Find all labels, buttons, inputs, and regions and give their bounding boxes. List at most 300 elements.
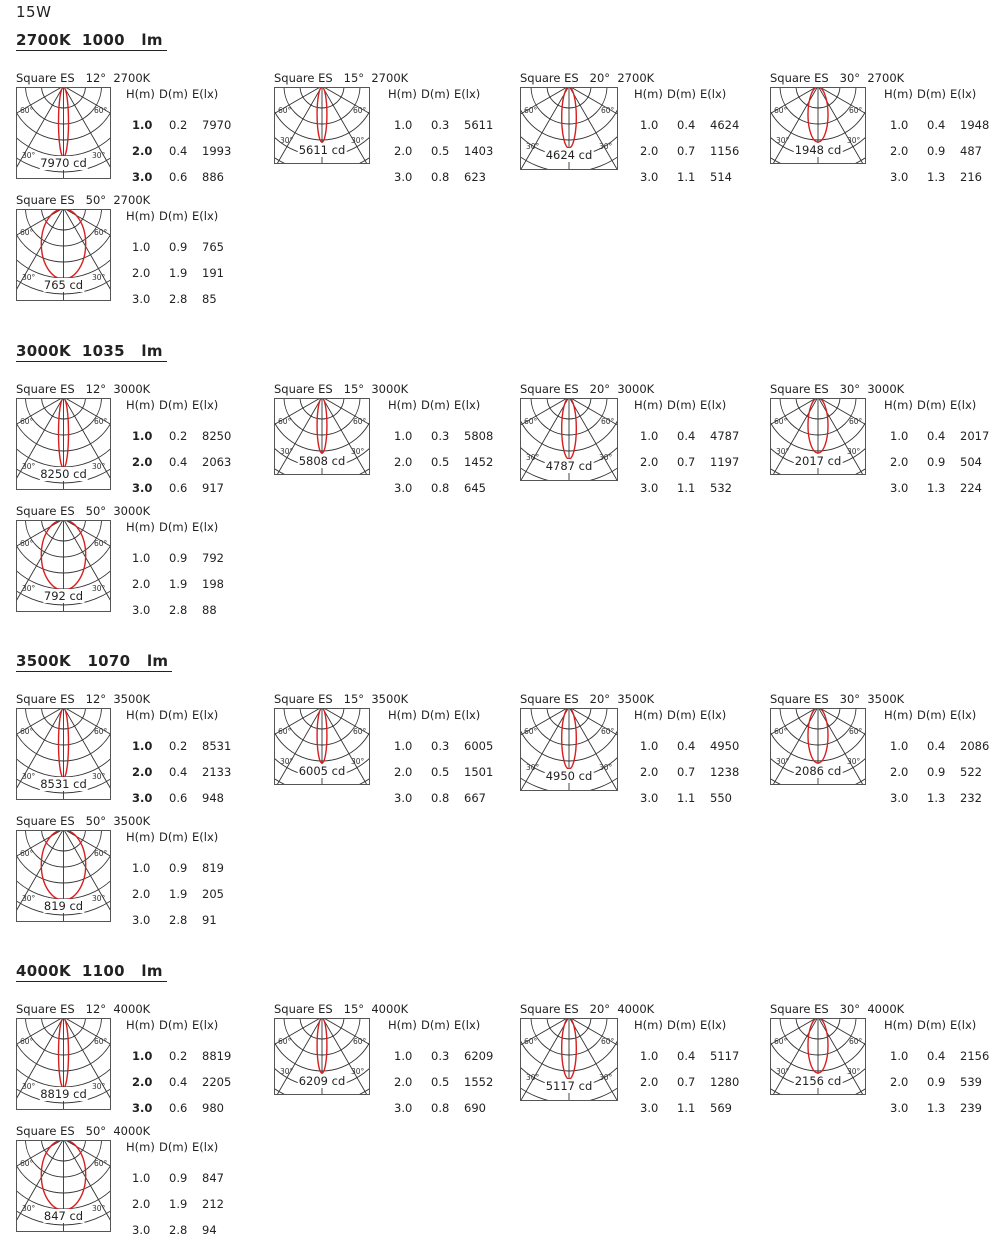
- peak-intensity-label: 8531 cd: [40, 777, 87, 791]
- illuminance-value: 5117: [710, 1049, 740, 1063]
- angle-label-30-right: 30°: [92, 1204, 106, 1213]
- illuminance-value: 216: [960, 170, 982, 184]
- illuminance-value: 1552: [464, 1075, 494, 1089]
- illuminance-value: 487: [960, 144, 982, 158]
- polar-diagram: [274, 398, 370, 475]
- illuminance-value: 980: [202, 1101, 224, 1115]
- diameter-value: 1.3: [927, 1101, 946, 1115]
- illuminance-value: 819: [202, 861, 224, 875]
- angle-label-60-left: 60°: [278, 106, 292, 115]
- illuminance-value: 88: [202, 603, 217, 617]
- height-value: 3.0: [132, 481, 153, 495]
- height-header: H(m): [634, 1018, 663, 1032]
- angle-label-30-left: 30°: [526, 763, 540, 772]
- illuminance-value: 85: [202, 292, 217, 306]
- polar-diagram: [770, 87, 866, 164]
- illuminance-value: 212: [202, 1197, 224, 1211]
- height-header: H(m): [388, 708, 417, 722]
- illuminance-value: 2133: [202, 765, 232, 779]
- polar-diagram: [16, 520, 111, 612]
- beam-label: Square ES 20° 3500K: [520, 692, 655, 706]
- illuminance-value: 539: [960, 1075, 982, 1089]
- angle-label-60-right: 60°: [353, 106, 367, 115]
- height-header: H(m): [126, 87, 155, 101]
- beam-label: Square ES 20° 4000K: [520, 1002, 655, 1016]
- diameter-value: 1.3: [927, 791, 946, 805]
- diameter-header: D(m): [159, 1018, 189, 1032]
- beam-label: Square ES 12° 3000K: [16, 382, 151, 396]
- diameter-header: D(m): [421, 87, 451, 101]
- polar-diagram: [274, 1018, 370, 1095]
- diameter-value: 0.8: [431, 481, 450, 495]
- diameter-header: D(m): [667, 398, 697, 412]
- height-header: H(m): [884, 398, 913, 412]
- height-header: H(m): [126, 708, 155, 722]
- diameter-value: 0.4: [927, 118, 946, 132]
- angle-label-30-right: 30°: [351, 447, 365, 456]
- illuminance-header: E(lx): [192, 87, 219, 101]
- height-value: 3.0: [132, 603, 151, 617]
- diameter-value: 0.7: [677, 144, 696, 158]
- beam-block-50: [16, 814, 246, 934]
- peak-intensity-label: 5117 cd: [545, 1079, 593, 1093]
- diameter-header: D(m): [421, 398, 451, 412]
- diameter-value: 0.9: [927, 144, 946, 158]
- angle-label-30-left: 30°: [776, 447, 790, 456]
- height-value: 3.0: [890, 1101, 909, 1115]
- height-value: 2.0: [394, 144, 413, 158]
- illuminance-header: E(lx): [454, 398, 481, 412]
- beam-label: Square ES 12° 4000K: [16, 1002, 151, 1016]
- illuminance-value: 917: [202, 481, 224, 495]
- angle-label-60-right: 60°: [353, 417, 367, 426]
- peak-intensity-label: 6005 cd: [298, 764, 346, 778]
- peak-intensity-label: 5808 cd: [298, 454, 346, 468]
- diameter-value: 1.1: [677, 170, 696, 184]
- illuminance-header: E(lx): [192, 708, 219, 722]
- illuminance-header: E(lx): [700, 1018, 727, 1032]
- diameter-value: 0.2: [169, 1049, 188, 1063]
- diameter-value: 0.6: [169, 170, 188, 184]
- diameter-header: D(m): [667, 708, 697, 722]
- angle-label-60-right: 60°: [94, 849, 108, 858]
- height-value: 2.0: [132, 266, 151, 280]
- illuminance-value: 1403: [464, 144, 494, 158]
- illuminance-value: 1280: [710, 1075, 740, 1089]
- diameter-value: 2.8: [169, 913, 188, 927]
- height-value: 1.0: [132, 429, 153, 443]
- angle-label-30-left: 30°: [280, 447, 294, 456]
- height-value: 1.0: [394, 1049, 413, 1063]
- polar-diagram: [16, 209, 111, 301]
- illuminance-value: 623: [464, 170, 486, 184]
- illuminance-header: E(lx): [454, 708, 481, 722]
- illuminance-value: 667: [464, 791, 486, 805]
- illuminance-value: 8819: [202, 1049, 232, 1063]
- beam-block-20: [520, 71, 750, 191]
- height-value: 2.0: [394, 765, 413, 779]
- polar-diagram: [520, 87, 618, 170]
- angle-label-60-left: 60°: [20, 417, 34, 426]
- height-value: 1.0: [132, 861, 151, 875]
- illuminance-value: 198: [202, 577, 224, 591]
- illuminance-value: 1948: [960, 118, 990, 132]
- angle-label-60-right: 60°: [94, 1159, 108, 1168]
- diameter-value: 2.8: [169, 603, 188, 617]
- diameter-header: D(m): [667, 87, 697, 101]
- beam-block-30: [770, 1002, 1000, 1122]
- angle-label-60-right: 60°: [849, 1037, 863, 1046]
- angle-label-30-right: 30°: [599, 142, 613, 151]
- height-value: 1.0: [132, 240, 151, 254]
- diameter-header: D(m): [917, 708, 947, 722]
- height-value: 1.0: [640, 118, 659, 132]
- height-value: 2.0: [640, 455, 659, 469]
- beam-block-12: [16, 382, 246, 502]
- height-value: 2.0: [132, 887, 151, 901]
- angle-label-30-right: 30°: [92, 462, 106, 471]
- beam-block-12: [16, 1002, 246, 1122]
- angle-label-60-right: 60°: [601, 1037, 615, 1046]
- illuminance-value: 1238: [710, 765, 740, 779]
- diameter-value: 0.8: [431, 170, 450, 184]
- diameter-value: 0.6: [169, 481, 188, 495]
- angle-label-60-left: 60°: [20, 539, 34, 548]
- height-value: 2.0: [132, 144, 153, 158]
- angle-label-30-right: 30°: [847, 136, 861, 145]
- height-value: 2.0: [132, 1075, 153, 1089]
- angle-label-60-right: 60°: [849, 727, 863, 736]
- beam-block-30: [770, 71, 1000, 191]
- illuminance-value: 550: [710, 791, 732, 805]
- diameter-value: 0.4: [927, 429, 946, 443]
- angle-label-30-left: 30°: [22, 1082, 36, 1091]
- polar-diagram: [16, 708, 111, 800]
- angle-label-60-right: 60°: [94, 228, 108, 237]
- height-value: 3.0: [890, 481, 909, 495]
- diameter-value: 0.9: [927, 1075, 946, 1089]
- diameter-value: 0.3: [431, 1049, 450, 1063]
- height-value: 1.0: [640, 739, 659, 753]
- angle-label-30-right: 30°: [351, 757, 365, 766]
- section-title: 3000K 1035 lm: [16, 342, 167, 362]
- diameter-value: 0.9: [169, 551, 188, 565]
- diameter-value: 0.4: [169, 1075, 188, 1089]
- angle-label-60-right: 60°: [601, 727, 615, 736]
- beam-block-20: [520, 692, 750, 812]
- diameter-value: 0.4: [169, 144, 188, 158]
- beam-block-15: [274, 1002, 504, 1122]
- angle-label-30-left: 30°: [526, 142, 540, 151]
- illuminance-value: 1156: [710, 144, 740, 158]
- diameter-value: 1.9: [169, 266, 188, 280]
- height-value: 2.0: [640, 765, 659, 779]
- illuminance-header: E(lx): [950, 708, 977, 722]
- height-value: 2.0: [132, 765, 153, 779]
- illuminance-value: 532: [710, 481, 732, 495]
- polar-diagram: [520, 708, 618, 791]
- illuminance-header: E(lx): [950, 1018, 977, 1032]
- peak-intensity-label: 7970 cd: [40, 156, 87, 170]
- diameter-header: D(m): [421, 1018, 451, 1032]
- diameter-value: 0.9: [169, 240, 188, 254]
- polar-diagram: [520, 398, 618, 481]
- angle-label-30-left: 30°: [280, 136, 294, 145]
- height-value: 2.0: [132, 1197, 151, 1211]
- diameter-header: D(m): [159, 1140, 189, 1154]
- height-value: 2.0: [890, 455, 909, 469]
- diameter-header: D(m): [917, 398, 947, 412]
- beam-label: Square ES 50° 4000K: [16, 1124, 151, 1138]
- height-value: 1.0: [890, 429, 909, 443]
- illuminance-value: 792: [202, 551, 224, 565]
- angle-label-30-right: 30°: [599, 1073, 613, 1082]
- height-value: 2.0: [640, 144, 659, 158]
- angle-label-30-left: 30°: [776, 757, 790, 766]
- height-header: H(m): [126, 520, 155, 534]
- height-value: 3.0: [394, 1101, 413, 1115]
- height-header: H(m): [884, 87, 913, 101]
- illuminance-value: 847: [202, 1171, 224, 1185]
- angle-label-30-right: 30°: [351, 1067, 365, 1076]
- illuminance-value: 232: [960, 791, 982, 805]
- diameter-value: 0.2: [169, 739, 188, 753]
- angle-label-60-right: 60°: [353, 727, 367, 736]
- height-header: H(m): [884, 1018, 913, 1032]
- height-value: 1.0: [394, 429, 413, 443]
- illuminance-value: 690: [464, 1101, 486, 1115]
- peak-intensity-label: 2017 cd: [794, 454, 842, 468]
- beam-block-20: [520, 382, 750, 502]
- diameter-value: 0.2: [169, 118, 188, 132]
- diameter-value: 2.8: [169, 292, 188, 306]
- height-value: 1.0: [132, 118, 153, 132]
- angle-label-60-left: 60°: [20, 228, 34, 237]
- height-value: 2.0: [132, 577, 151, 591]
- diameter-value: 1.9: [169, 887, 188, 901]
- diameter-value: 0.8: [431, 1101, 450, 1115]
- illuminance-header: E(lx): [700, 87, 727, 101]
- peak-intensity-label: 8819 cd: [40, 1087, 87, 1101]
- beam-label: Square ES 30° 3000K: [770, 382, 905, 396]
- angle-label-30-left: 30°: [22, 1204, 36, 1213]
- diameter-header: D(m): [159, 708, 189, 722]
- illuminance-value: 504: [960, 455, 982, 469]
- beam-label: Square ES 15° 2700K: [274, 71, 409, 85]
- illuminance-value: 4624: [710, 118, 740, 132]
- illuminance-value: 1501: [464, 765, 494, 779]
- diameter-value: 0.7: [677, 765, 696, 779]
- height-value: 3.0: [640, 170, 659, 184]
- height-value: 3.0: [394, 481, 413, 495]
- height-value: 1.0: [132, 1171, 151, 1185]
- illuminance-value: 645: [464, 481, 486, 495]
- height-value: 3.0: [640, 791, 659, 805]
- diameter-value: 0.5: [431, 455, 450, 469]
- polar-diagram: [520, 1018, 618, 1101]
- height-value: 3.0: [132, 791, 153, 805]
- angle-label-60-right: 60°: [849, 417, 863, 426]
- beam-label: Square ES 50° 2700K: [16, 193, 151, 207]
- angle-label-60-left: 60°: [278, 1037, 292, 1046]
- polar-diagram: [770, 1018, 866, 1095]
- angle-label-30-left: 30°: [280, 757, 294, 766]
- angle-label-60-right: 60°: [601, 417, 615, 426]
- angle-label-60-left: 60°: [524, 417, 538, 426]
- height-value: 3.0: [132, 170, 153, 184]
- illuminance-value: 5808: [464, 429, 494, 443]
- page-title: 15W: [16, 3, 52, 21]
- height-value: 3.0: [132, 1223, 151, 1237]
- height-value: 1.0: [640, 429, 659, 443]
- angle-label-30-left: 30°: [526, 1073, 540, 1082]
- diameter-value: 2.8: [169, 1223, 188, 1237]
- height-header: H(m): [634, 398, 663, 412]
- angle-label-60-right: 60°: [849, 106, 863, 115]
- polar-diagram: [16, 1140, 111, 1232]
- diameter-value: 0.3: [431, 429, 450, 443]
- height-value: 3.0: [132, 1101, 153, 1115]
- beam-block-12: [16, 71, 246, 191]
- beam-label: Square ES 15° 4000K: [274, 1002, 409, 1016]
- diameter-value: 0.5: [431, 1075, 450, 1089]
- diameter-value: 0.3: [431, 739, 450, 753]
- angle-label-60-left: 60°: [20, 106, 34, 115]
- illuminance-header: E(lx): [950, 398, 977, 412]
- angle-label-60-left: 60°: [524, 727, 538, 736]
- height-value: 2.0: [890, 144, 909, 158]
- diameter-value: 0.6: [169, 1101, 188, 1115]
- angle-label-60-left: 60°: [20, 1159, 34, 1168]
- illuminance-value: 4950: [710, 739, 740, 753]
- diameter-value: 0.9: [169, 1171, 188, 1185]
- diameter-value: 0.5: [431, 144, 450, 158]
- illuminance-header: E(lx): [192, 1018, 219, 1032]
- angle-label-30-right: 30°: [92, 1082, 106, 1091]
- angle-label-30-left: 30°: [22, 584, 36, 593]
- beam-block-12: [16, 692, 246, 812]
- height-value: 1.0: [394, 739, 413, 753]
- peak-intensity-label: 4624 cd: [545, 148, 593, 162]
- height-value: 3.0: [394, 170, 413, 184]
- diameter-header: D(m): [667, 1018, 697, 1032]
- angle-label-30-left: 30°: [776, 1067, 790, 1076]
- height-value: 2.0: [890, 1075, 909, 1089]
- polar-diagram: [16, 830, 111, 922]
- angle-label-60-right: 60°: [94, 727, 108, 736]
- illuminance-value: 1993: [202, 144, 232, 158]
- beam-label: Square ES 30° 4000K: [770, 1002, 905, 1016]
- peak-intensity-label: 5611 cd: [298, 143, 346, 157]
- illuminance-value: 948: [202, 791, 224, 805]
- illuminance-value: 8250: [202, 429, 232, 443]
- illuminance-value: 2017: [960, 429, 990, 443]
- height-value: 1.0: [890, 1049, 909, 1063]
- illuminance-value: 91: [202, 913, 217, 927]
- diameter-value: 0.8: [431, 791, 450, 805]
- diameter-value: 0.7: [677, 1075, 696, 1089]
- beam-block-30: [770, 382, 1000, 502]
- illuminance-header: E(lx): [454, 1018, 481, 1032]
- diameter-value: 1.9: [169, 577, 188, 591]
- illuminance-header: E(lx): [454, 87, 481, 101]
- beam-block-30: [770, 692, 1000, 812]
- illuminance-header: E(lx): [192, 520, 219, 534]
- illuminance-value: 1197: [710, 455, 740, 469]
- beam-block-15: [274, 692, 504, 812]
- diameter-value: 0.4: [927, 739, 946, 753]
- diameter-value: 0.5: [431, 765, 450, 779]
- angle-label-60-left: 60°: [20, 1037, 34, 1046]
- beam-label: Square ES 15° 3000K: [274, 382, 409, 396]
- height-value: 1.0: [394, 118, 413, 132]
- illuminance-value: 224: [960, 481, 982, 495]
- angle-label-60-right: 60°: [94, 1037, 108, 1046]
- angle-label-60-right: 60°: [601, 106, 615, 115]
- height-value: 3.0: [640, 1101, 659, 1115]
- diameter-header: D(m): [159, 398, 189, 412]
- peak-intensity-label: 792 cd: [43, 589, 84, 603]
- illuminance-value: 4787: [710, 429, 740, 443]
- diameter-value: 1.9: [169, 1197, 188, 1211]
- angle-label-60-right: 60°: [94, 539, 108, 548]
- height-header: H(m): [126, 830, 155, 844]
- illuminance-value: 2205: [202, 1075, 232, 1089]
- height-value: 1.0: [132, 551, 151, 565]
- illuminance-header: E(lx): [192, 398, 219, 412]
- illuminance-value: 5611: [464, 118, 494, 132]
- angle-label-30-left: 30°: [22, 273, 36, 282]
- height-value: 2.0: [394, 455, 413, 469]
- beam-label: Square ES 30° 2700K: [770, 71, 905, 85]
- angle-label-30-left: 30°: [22, 894, 36, 903]
- polar-diagram: [274, 708, 370, 785]
- illuminance-value: 514: [710, 170, 732, 184]
- illuminance-value: 886: [202, 170, 224, 184]
- beam-label: Square ES 12° 2700K: [16, 71, 151, 85]
- peak-intensity-label: 2086 cd: [794, 764, 842, 778]
- beam-block-20: [520, 1002, 750, 1122]
- height-header: H(m): [126, 1140, 155, 1154]
- angle-label-60-left: 60°: [20, 727, 34, 736]
- diameter-header: D(m): [421, 708, 451, 722]
- illuminance-value: 7970: [202, 118, 232, 132]
- illuminance-header: E(lx): [700, 398, 727, 412]
- peak-intensity-label: 847 cd: [43, 1209, 84, 1223]
- height-value: 1.0: [132, 1049, 153, 1063]
- illuminance-value: 2086: [960, 739, 990, 753]
- angle-label-30-right: 30°: [847, 757, 861, 766]
- illuminance-header: E(lx): [950, 87, 977, 101]
- height-header: H(m): [634, 87, 663, 101]
- angle-label-60-left: 60°: [278, 417, 292, 426]
- height-header: H(m): [388, 87, 417, 101]
- diameter-header: D(m): [917, 1018, 947, 1032]
- beam-block-15: [274, 382, 504, 502]
- angle-label-60-left: 60°: [278, 727, 292, 736]
- illuminance-header: E(lx): [192, 1140, 219, 1154]
- height-value: 2.0: [394, 1075, 413, 1089]
- angle-label-60-left: 60°: [20, 849, 34, 858]
- angle-label-30-right: 30°: [847, 1067, 861, 1076]
- section-title: 4000K 1100 lm: [16, 962, 167, 982]
- angle-label-30-right: 30°: [847, 447, 861, 456]
- angle-label-60-left: 60°: [774, 1037, 788, 1046]
- beam-label: Square ES 50° 3000K: [16, 504, 151, 518]
- diameter-value: 0.4: [169, 765, 188, 779]
- height-value: 3.0: [890, 170, 909, 184]
- height-header: H(m): [884, 708, 913, 722]
